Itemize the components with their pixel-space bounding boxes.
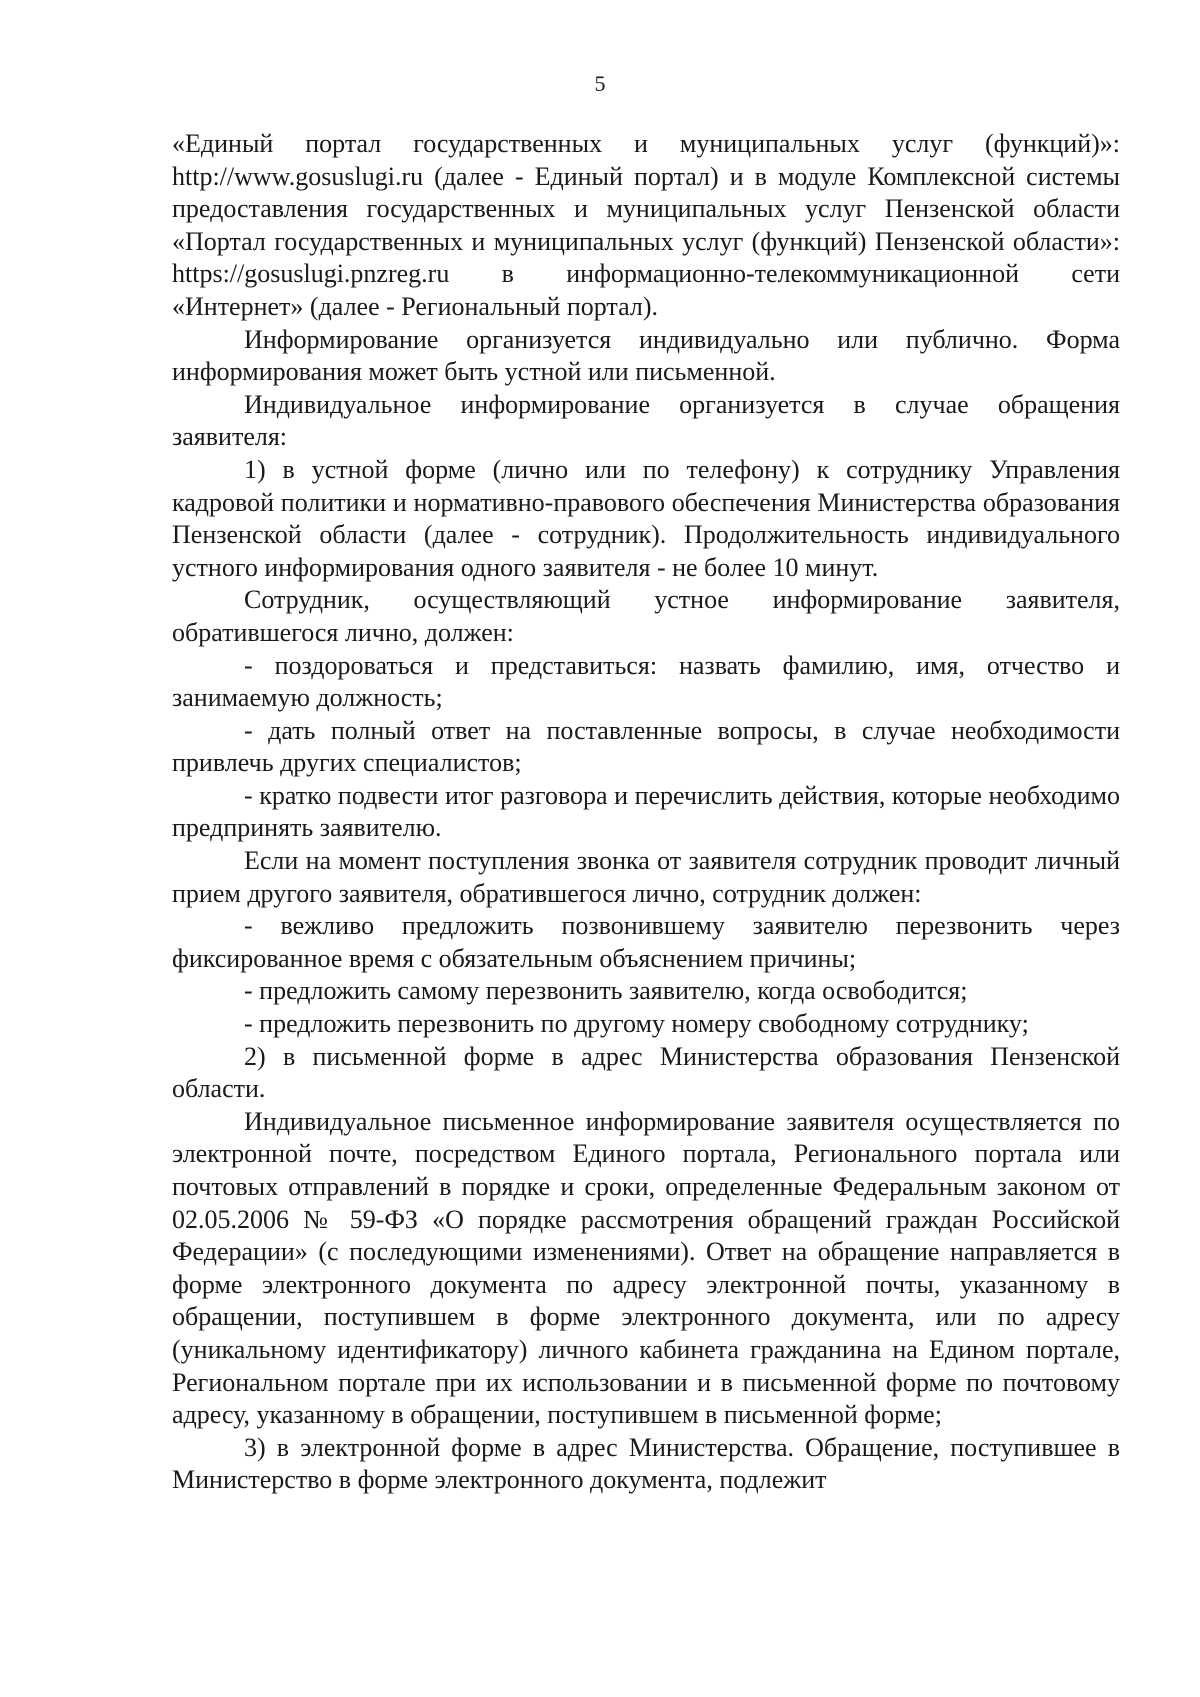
paragraph-text: Если на момент поступления звонка от заявителя сотрудник проводит личный прием другого заявителя, обратившегося лично, сотрудник должен: — [172, 846, 1120, 908]
paragraph — [172, 910, 1120, 975]
paragraph — [172, 1041, 1120, 1106]
paragraph — [172, 1106, 1120, 1432]
paragraph-text: Индивидуальное письменное информирование заявителя осуществляется по электронной почте, посредством Единого портала, Регионального портала или почтовых отправлений в порядке и сроки, определенные Федеральным законом от 02.05.2006 № 59-ФЗ «О порядке рассмотрения обращений граждан Российской Федерации» (с последующими изменениями). Ответ на обращение направляется в форме электронного документа по адресу электронной почты, указанному в обращении, поступившем в форме электронного документа, или по адресу (уникальному идентификатору) личного кабинета гражданина на Едином портале, Региональном портале при их использовании и в письменной форме по почтовому адресу, указанному в обращении, поступившем в письменной форме; — [172, 1106, 1120, 1430]
paragraph-text: - кратко подвести итог разговора и перечислить действия, которые необходимо предпринять заявителю. — [172, 780, 1120, 843]
paragraph — [172, 780, 1120, 845]
paragraph-text: - дать полный ответ на поставленные вопросы, в случае необходимости привлечь других специалистов; — [172, 715, 1120, 778]
paragraph-text: 1) в устной форме (лично или по телефону) к сотруднику Управления кадровой политики и нормативно-правового обеспечения Министерства образования Пензенской области (далее - сотрудник). Продолжительность индивидуального устного информирования одного заявителя - не более 10 минут. — [172, 454, 1120, 582]
paragraph-text: - предложить самому перезвонить заявителю, когда освободится; — [244, 976, 968, 1006]
page-number: 5 — [594, 71, 606, 96]
paragraph — [172, 454, 1120, 584]
paragraph — [172, 1432, 1120, 1497]
url-link[interactable]: http://www.gosuslugi.ru — [172, 161, 424, 191]
paragraph — [172, 650, 1120, 715]
paragraph — [172, 128, 1120, 324]
paragraph-text: (далее - Единый портал) и в модуле Комплексной системы предоставления государственных и муниципальных услуг Пензенской области «Портал государственных и муниципальных услуг (функций) Пензенской области»: — [172, 161, 1120, 256]
paragraph — [172, 975, 1120, 1008]
paragraph — [172, 845, 1120, 910]
paragraph-text: Сотрудник, осуществляющий устное информирование заявителя, обратившегося лично, должен: — [172, 585, 1120, 647]
paragraph — [172, 324, 1120, 389]
paragraph-text: Информирование организуется индивидуально или публично. Форма информирования может быть устной или письменной. — [172, 324, 1120, 387]
url-link[interactable]: https://gosuslugi.pnzreg.ru — [172, 259, 450, 289]
paragraph — [172, 715, 1120, 780]
paragraph-text: Индивидуальное информирование организуется в случае обращения заявителя: — [172, 389, 1120, 452]
paragraph-text: - поздороваться и представиться: назвать фамилию, имя, отчество и занимаемую должность; — [172, 650, 1120, 713]
paragraph — [172, 1008, 1120, 1041]
paragraph-text: - предложить перезвонить по другому номеру свободному сотруднику; — [244, 1009, 1029, 1039]
paragraph — [172, 584, 1120, 649]
paragraph-text: - вежливо предложить позвонившему заявителю перезвонить через фиксированное время с обязательным объяснением причины; — [172, 911, 1120, 973]
paragraph-text: «Единый портал государственных и муниципальных услуг (функций)»: — [172, 129, 1120, 158]
paragraph-text: в информационно-телекоммуникационной сети «Интернет» (далее - Региональный портал). — [172, 259, 1120, 321]
paragraph-text: 2) в письменной форме в адрес Министерства образования Пензенской области. — [172, 1041, 1120, 1104]
document-body — [172, 128, 1120, 1497]
paragraph — [172, 389, 1120, 454]
paragraph-text: 3) в электронной форме в адрес Министерства. Обращение, поступившее в Министерство в форме электронного документа, подлежит — [172, 1432, 1120, 1495]
